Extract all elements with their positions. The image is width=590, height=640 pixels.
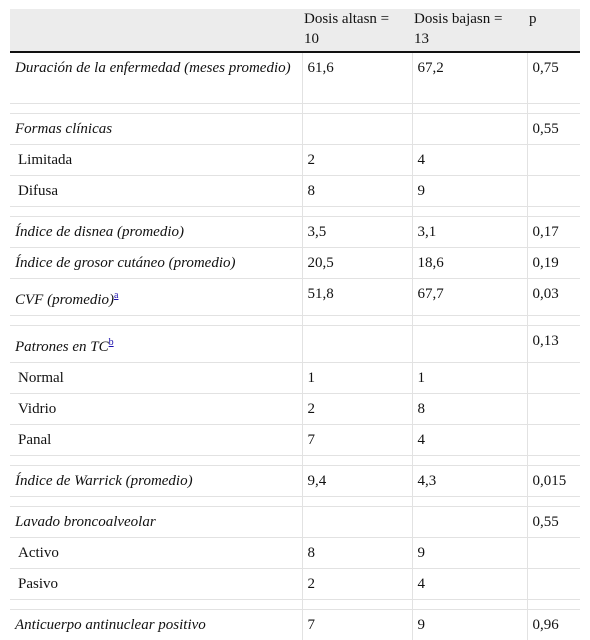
table-row xyxy=(10,145,580,176)
row-label: Difusa xyxy=(10,176,302,207)
cell-p xyxy=(527,538,580,569)
cell-p xyxy=(527,363,580,394)
table-row xyxy=(10,176,580,207)
cell-high-dose: 9,4 xyxy=(302,466,412,497)
row-label: Duración de la enfermedad (meses promedio) xyxy=(10,52,302,104)
cell-high-dose: 8 xyxy=(302,176,412,207)
table-row xyxy=(10,248,580,279)
header-low-dose: Dosis bajasn = 13 xyxy=(412,9,527,52)
cell-p xyxy=(527,394,580,425)
cell-low-dose: 9 xyxy=(412,610,527,640)
cell-low-dose xyxy=(412,114,527,145)
row-label: CVF (promedio) xyxy=(15,292,114,308)
table-row xyxy=(10,507,580,538)
cell-low-dose xyxy=(412,507,527,538)
row-label: Panal xyxy=(10,425,302,456)
table-row xyxy=(10,466,580,497)
cell-p: 0,55 xyxy=(527,114,580,145)
spacer-row xyxy=(10,104,580,114)
cell-p: 0,75 xyxy=(527,52,580,104)
table-row xyxy=(10,114,580,145)
cell-low-dose: 9 xyxy=(412,176,527,207)
cell-low-dose: 67,2 xyxy=(412,52,527,104)
row-label: Normal xyxy=(10,363,302,394)
cell-high-dose: 1 xyxy=(302,363,412,394)
cell-low-dose: 4 xyxy=(412,425,527,456)
cell-high-dose: 7 xyxy=(302,610,412,640)
row-label: Pasivo xyxy=(10,569,302,600)
cell-low-dose: 1 xyxy=(412,363,527,394)
row-label-cell xyxy=(10,279,302,316)
cell-p xyxy=(527,145,580,176)
cell-high-dose: 2 xyxy=(302,569,412,600)
cell-high-dose xyxy=(302,507,412,538)
cell-low-dose: 4 xyxy=(412,145,527,176)
spacer-row xyxy=(10,207,580,217)
cell-high-dose: 2 xyxy=(302,394,412,425)
header-blank xyxy=(10,9,302,52)
table-row xyxy=(10,217,580,248)
row-label: Lavado broncoalveolar xyxy=(10,507,302,538)
cell-p: 0,03 xyxy=(527,279,580,316)
table-row xyxy=(10,569,580,600)
results-table xyxy=(10,9,580,640)
row-label: Vidrio xyxy=(10,394,302,425)
cell-p: 0,13 xyxy=(527,326,580,363)
cell-high-dose: 8 xyxy=(302,538,412,569)
table-row xyxy=(10,610,580,640)
cell-high-dose: 7 xyxy=(302,425,412,456)
table-row xyxy=(10,363,580,394)
table-row xyxy=(10,538,580,569)
cell-high-dose: 20,5 xyxy=(302,248,412,279)
cell-low-dose: 4 xyxy=(412,569,527,600)
cell-high-dose: 51,8 xyxy=(302,279,412,316)
cell-p xyxy=(527,176,580,207)
cell-low-dose: 9 xyxy=(412,538,527,569)
cell-p xyxy=(527,569,580,600)
row-label: Patrones en TC xyxy=(15,339,109,355)
cell-high-dose: 61,6 xyxy=(302,52,412,104)
row-label: Limitada xyxy=(10,145,302,176)
spacer-row xyxy=(10,497,580,507)
header-high-dose: Dosis altasn = 10 xyxy=(302,9,412,52)
table-row xyxy=(10,279,580,316)
row-label: Anticuerpo antinuclear positivo xyxy=(10,610,302,640)
row-label-cell xyxy=(10,326,302,363)
cell-high-dose xyxy=(302,114,412,145)
header-row xyxy=(10,9,580,52)
cell-low-dose: 3,1 xyxy=(412,217,527,248)
footnote-link-a[interactable]: a xyxy=(114,290,118,301)
cell-high-dose xyxy=(302,326,412,363)
row-label: Índice de disnea (promedio) xyxy=(10,217,302,248)
cell-low-dose: 18,6 xyxy=(412,248,527,279)
header-p: p xyxy=(527,9,580,52)
footnote-link-b[interactable]: b xyxy=(109,337,114,348)
cell-p: 0,55 xyxy=(527,507,580,538)
cell-low-dose: 67,7 xyxy=(412,279,527,316)
cell-low-dose xyxy=(412,326,527,363)
row-label: Activo xyxy=(10,538,302,569)
row-label: Formas clínicas xyxy=(10,114,302,145)
cell-high-dose: 2 xyxy=(302,145,412,176)
cell-p xyxy=(527,425,580,456)
table-row xyxy=(10,326,580,363)
table-row xyxy=(10,394,580,425)
cell-p: 0,015 xyxy=(527,466,580,497)
spacer-row xyxy=(10,600,580,610)
cell-high-dose: 3,5 xyxy=(302,217,412,248)
cell-p: 0,96 xyxy=(527,610,580,640)
row-label: Índice de Warrick (promedio) xyxy=(10,466,302,497)
cell-low-dose: 8 xyxy=(412,394,527,425)
cell-p: 0,17 xyxy=(527,217,580,248)
cell-p: 0,19 xyxy=(527,248,580,279)
table-row xyxy=(10,425,580,456)
table-row xyxy=(10,52,580,104)
cell-low-dose: 4,3 xyxy=(412,466,527,497)
row-label: Índice de grosor cutáneo (promedio) xyxy=(10,248,302,279)
spacer-row xyxy=(10,316,580,326)
spacer-row xyxy=(10,456,580,466)
